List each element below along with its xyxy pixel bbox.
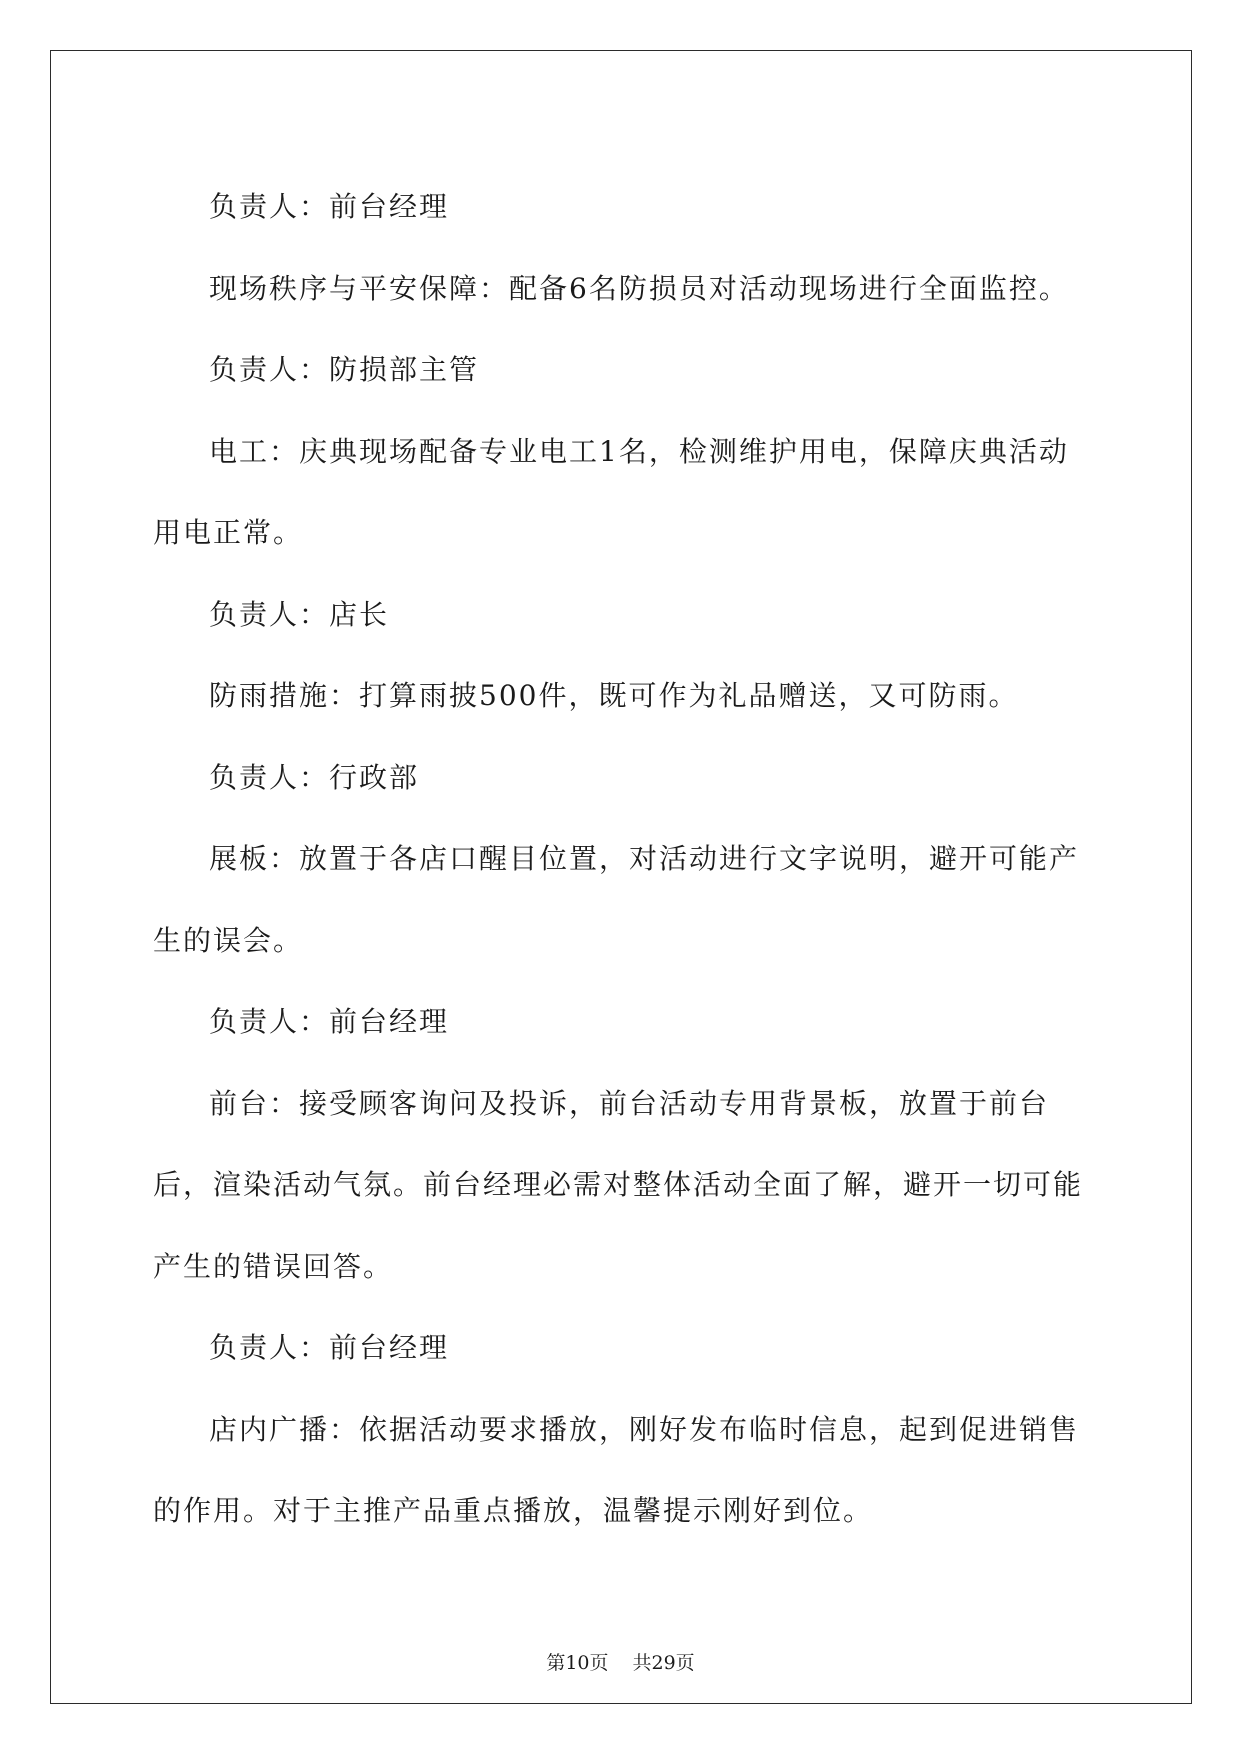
paragraph-rain-measures: 防雨措施：打算雨披500件，既可作为礼品赠送，又可防雨。 [209, 679, 1019, 712]
paragraph-responsible-front-desk-2: 负责人：前台经理 [209, 1005, 450, 1038]
paragraph-site-security: 现场秩序与平安保障：配备6名防损员对活动现场进行全面监控。 [209, 271, 1069, 305]
page-number: 第10页 [546, 1652, 609, 1674]
paragraph-responsible-loss-prevention: 负责人：防损部主管 [209, 353, 480, 386]
document-body [153, 166, 1093, 1552]
paragraph-front-desk: 前台：接受顾客询问及投诉，前台活动专用背景板，放置于前台后，渲染活动气氛。前台经理必需对整体活动全面了解，避开一切可能产生的错误回答。 [153, 1086, 1084, 1283]
paragraph-display-board: 展板：放置于各店口醒目位置，对活动进行文字说明，避开可能产生的误会。 [153, 842, 1080, 957]
paragraph-responsible-front-desk-3: 负责人：前台经理 [209, 1331, 450, 1364]
paragraph-store-broadcast: 店内广播：依据活动要求播放，刚好发布临时信息，起到促进销售的作用。对于主推产品重点播放，温馨提示刚好到位。 [153, 1412, 1080, 1527]
paragraph-responsible-front-desk-1: 负责人：前台经理 [209, 190, 450, 223]
page-total: 共29页 [632, 1652, 695, 1674]
paragraph-responsible-store-manager: 负责人：店长 [209, 597, 390, 631]
page-footer [0, 1648, 1241, 1675]
paragraph-electrician: 电工：庆典现场配备专业电工1名，检测维护用电，保障庆典活动用电正常。 [153, 434, 1069, 549]
paragraph-responsible-admin: 负责人：行政部 [209, 760, 420, 794]
